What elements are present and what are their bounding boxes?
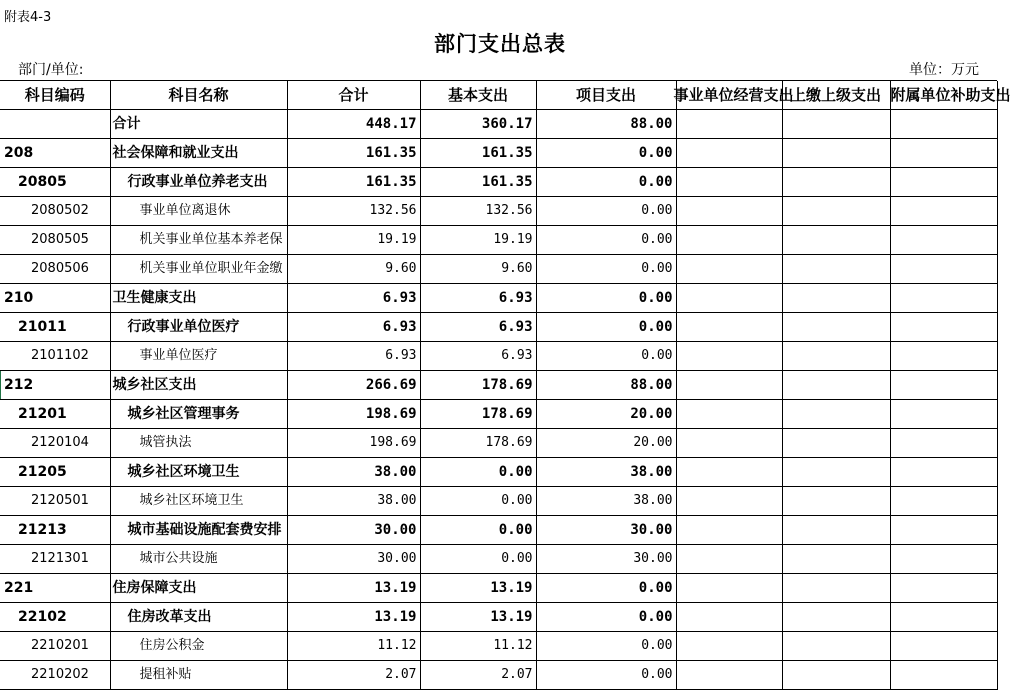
- name-cell[interactable]: 机关事业单位基本养老保: [110, 226, 287, 255]
- code-cell[interactable]: 2080502: [0, 197, 110, 226]
- total-cell[interactable]: 9.60: [287, 255, 420, 284]
- code-cell[interactable]: 212: [0, 371, 110, 400]
- business-cell[interactable]: [676, 168, 782, 197]
- upper-cell[interactable]: [782, 516, 890, 545]
- total-cell[interactable]: 198.69: [287, 429, 420, 458]
- table-row: [0, 110, 997, 139]
- project-cell[interactable]: 0.00: [536, 284, 676, 313]
- table-row: [0, 197, 997, 226]
- code-cell[interactable]: 21201: [0, 400, 110, 429]
- table-row: [0, 632, 997, 661]
- code-cell[interactable]: 21213: [0, 516, 110, 545]
- basic-cell[interactable]: 161.35: [420, 168, 536, 197]
- total-cell[interactable]: 161.35: [287, 168, 420, 197]
- code-cell[interactable]: 210: [0, 284, 110, 313]
- header-cell-name[interactable]: 科目名称: [110, 81, 287, 110]
- basic-cell[interactable]: 13.19: [420, 574, 536, 603]
- basic-cell[interactable]: 0.00: [420, 516, 536, 545]
- project-cell[interactable]: 0.00: [536, 632, 676, 661]
- header-cell-project[interactable]: 项目支出: [536, 81, 676, 110]
- project-cell[interactable]: 20.00: [536, 429, 676, 458]
- project-cell[interactable]: 0.00: [536, 255, 676, 284]
- subsidy-cell[interactable]: [890, 632, 997, 661]
- subsidy-cell[interactable]: [890, 284, 997, 313]
- table-row: [0, 545, 997, 574]
- upper-cell[interactable]: [782, 168, 890, 197]
- project-cell[interactable]: 20.00: [536, 400, 676, 429]
- subsidy-cell[interactable]: [890, 458, 997, 487]
- table-row: [0, 487, 997, 516]
- project-cell[interactable]: 30.00: [536, 516, 676, 545]
- header-cell-upper[interactable]: 上缴上级支出: [782, 81, 890, 110]
- basic-cell[interactable]: 161.35: [420, 139, 536, 168]
- header-cell-basic[interactable]: 基本支出: [420, 81, 536, 110]
- business-cell[interactable]: [676, 458, 782, 487]
- subsidy-cell[interactable]: [890, 661, 997, 690]
- upper-cell[interactable]: [782, 429, 890, 458]
- basic-cell[interactable]: 9.60: [420, 255, 536, 284]
- name-cell[interactable]: 社会保障和就业支出: [110, 139, 287, 168]
- project-cell[interactable]: 0.00: [536, 661, 676, 690]
- upper-cell[interactable]: [782, 255, 890, 284]
- header-cell-total[interactable]: 合计: [287, 81, 420, 110]
- basic-cell[interactable]: 132.56: [420, 197, 536, 226]
- code-cell[interactable]: 20805: [0, 168, 110, 197]
- unit-label: 单位：万元: [909, 62, 979, 78]
- basic-cell[interactable]: 6.93: [420, 342, 536, 371]
- subsidy-cell[interactable]: [890, 110, 997, 139]
- table-row: [0, 371, 997, 400]
- project-cell[interactable]: 0.00: [536, 342, 676, 371]
- upper-cell[interactable]: [782, 371, 890, 400]
- code-cell[interactable]: 2121301: [0, 545, 110, 574]
- header-cell-business[interactable]: 事业单位经营支出: [676, 81, 782, 110]
- basic-cell[interactable]: 2.07: [420, 661, 536, 690]
- subsidy-cell[interactable]: [890, 139, 997, 168]
- table-row: [0, 458, 997, 487]
- code-cell[interactable]: 2101102: [0, 342, 110, 371]
- upper-cell[interactable]: [782, 545, 890, 574]
- basic-cell[interactable]: 6.93: [420, 313, 536, 342]
- upper-cell[interactable]: [782, 226, 890, 255]
- business-cell[interactable]: [676, 313, 782, 342]
- name-cell[interactable]: 住房保障支出: [110, 574, 287, 603]
- project-cell[interactable]: 0.00: [536, 226, 676, 255]
- business-cell[interactable]: [676, 371, 782, 400]
- project-cell[interactable]: 30.00: [536, 545, 676, 574]
- table-row: [0, 516, 997, 545]
- total-cell[interactable]: 30.00: [287, 545, 420, 574]
- upper-cell[interactable]: [782, 487, 890, 516]
- subsidy-cell[interactable]: [890, 168, 997, 197]
- business-cell[interactable]: [676, 516, 782, 545]
- upper-cell[interactable]: [782, 632, 890, 661]
- total-cell[interactable]: 132.56: [287, 197, 420, 226]
- name-cell[interactable]: 城乡社区环境卫生: [110, 458, 287, 487]
- name-cell[interactable]: 机关事业单位职业年金缴: [110, 255, 287, 284]
- total-cell[interactable]: 161.35: [287, 139, 420, 168]
- basic-cell[interactable]: 360.17: [420, 110, 536, 139]
- code-cell[interactable]: 2210201: [0, 632, 110, 661]
- basic-cell[interactable]: 13.19: [420, 603, 536, 632]
- project-cell[interactable]: 88.00: [536, 110, 676, 139]
- upper-cell[interactable]: [782, 458, 890, 487]
- business-cell[interactable]: [676, 255, 782, 284]
- basic-cell[interactable]: 178.69: [420, 371, 536, 400]
- total-cell[interactable]: 6.93: [287, 342, 420, 371]
- business-cell[interactable]: [676, 400, 782, 429]
- project-cell[interactable]: 38.00: [536, 487, 676, 516]
- total-cell[interactable]: 448.17: [287, 110, 420, 139]
- business-cell[interactable]: [676, 603, 782, 632]
- name-cell[interactable]: 城市公共设施: [110, 545, 287, 574]
- project-cell[interactable]: 0.00: [536, 139, 676, 168]
- project-cell[interactable]: 0.00: [536, 313, 676, 342]
- name-cell[interactable]: 城乡社区支出: [110, 371, 287, 400]
- business-cell[interactable]: [676, 226, 782, 255]
- name-cell[interactable]: 住房改革支出: [110, 603, 287, 632]
- business-cell[interactable]: [676, 545, 782, 574]
- project-cell[interactable]: 0.00: [536, 603, 676, 632]
- subsidy-cell[interactable]: [890, 603, 997, 632]
- table-row: [0, 429, 997, 458]
- expenditure-table: [0, 81, 1011, 690]
- business-cell[interactable]: [676, 574, 782, 603]
- name-cell[interactable]: 城市基础设施配套费安排: [110, 516, 287, 545]
- code-cell[interactable]: 22102: [0, 603, 110, 632]
- code-cell[interactable]: 2120501: [0, 487, 110, 516]
- name-cell[interactable]: 住房公积金: [110, 632, 287, 661]
- table-row: [0, 284, 997, 313]
- subsidy-cell[interactable]: [890, 429, 997, 458]
- basic-cell[interactable]: 0.00: [420, 545, 536, 574]
- code-cell[interactable]: 21011: [0, 313, 110, 342]
- subsidy-cell[interactable]: [890, 516, 997, 545]
- subsidy-cell[interactable]: [890, 545, 997, 574]
- upper-cell[interactable]: [782, 139, 890, 168]
- code-cell[interactable]: 21205: [0, 458, 110, 487]
- total-cell[interactable]: 38.00: [287, 487, 420, 516]
- business-cell[interactable]: [676, 429, 782, 458]
- business-cell[interactable]: [676, 110, 782, 139]
- dept-label: 部门/单位:: [18, 62, 84, 78]
- upper-cell[interactable]: [782, 400, 890, 429]
- subsidy-cell[interactable]: [890, 574, 997, 603]
- business-cell[interactable]: [676, 139, 782, 168]
- upper-cell[interactable]: [782, 110, 890, 139]
- basic-cell[interactable]: 11.12: [420, 632, 536, 661]
- upper-cell[interactable]: [782, 284, 890, 313]
- business-cell[interactable]: [676, 632, 782, 661]
- total-cell[interactable]: 38.00: [287, 458, 420, 487]
- subsidy-cell[interactable]: [890, 371, 997, 400]
- table-row: [0, 400, 997, 429]
- upper-cell[interactable]: [782, 661, 890, 690]
- basic-cell[interactable]: 6.93: [420, 284, 536, 313]
- table-row: [0, 313, 997, 342]
- code-cell[interactable]: 208: [0, 139, 110, 168]
- table-row: [0, 603, 997, 632]
- project-cell[interactable]: 0.00: [536, 168, 676, 197]
- project-cell[interactable]: 88.00: [536, 371, 676, 400]
- total-cell[interactable]: 13.19: [287, 574, 420, 603]
- table-row: [0, 574, 997, 603]
- upper-cell[interactable]: [782, 603, 890, 632]
- header-cell-code[interactable]: 科目编码: [0, 81, 110, 110]
- total-cell[interactable]: 6.93: [287, 313, 420, 342]
- business-cell[interactable]: [676, 197, 782, 226]
- upper-cell[interactable]: [782, 313, 890, 342]
- header-cell-subsidy[interactable]: 附属单位补助支出: [890, 81, 997, 110]
- name-cell[interactable]: 城乡社区管理事务: [110, 400, 287, 429]
- table-row: [0, 226, 997, 255]
- code-cell[interactable]: [0, 110, 110, 139]
- table-row: [0, 139, 997, 168]
- basic-cell[interactable]: 178.69: [420, 429, 536, 458]
- name-cell[interactable]: 城乡社区环境卫生: [110, 487, 287, 516]
- project-cell[interactable]: 0.00: [536, 574, 676, 603]
- project-cell[interactable]: 0.00: [536, 197, 676, 226]
- table-row: [0, 661, 997, 690]
- project-cell[interactable]: 38.00: [536, 458, 676, 487]
- subsidy-cell[interactable]: [890, 197, 997, 226]
- upper-cell[interactable]: [782, 342, 890, 371]
- subsidy-cell[interactable]: [890, 400, 997, 429]
- basic-cell[interactable]: 19.19: [420, 226, 536, 255]
- total-cell[interactable]: 11.12: [287, 632, 420, 661]
- name-cell[interactable]: 城管执法: [110, 429, 287, 458]
- name-cell[interactable]: 卫生健康支出: [110, 284, 287, 313]
- basic-cell[interactable]: 178.69: [420, 400, 536, 429]
- subsidy-cell[interactable]: [890, 313, 997, 342]
- name-cell[interactable]: 事业单位离退休: [110, 197, 287, 226]
- subsidy-cell[interactable]: [890, 487, 997, 516]
- total-cell[interactable]: 266.69: [287, 371, 420, 400]
- table-row: [0, 168, 997, 197]
- total-cell[interactable]: 13.19: [287, 603, 420, 632]
- basic-cell[interactable]: 0.00: [420, 458, 536, 487]
- table-row: [0, 255, 997, 284]
- header-row: [0, 81, 997, 110]
- subsidy-cell[interactable]: [890, 255, 997, 284]
- code-cell[interactable]: 2120104: [0, 429, 110, 458]
- code-cell[interactable]: 2080506: [0, 255, 110, 284]
- code-cell[interactable]: 221: [0, 574, 110, 603]
- name-cell[interactable]: 行政事业单位医疗: [110, 313, 287, 342]
- total-cell[interactable]: 2.07: [287, 661, 420, 690]
- page-title: 部门支出总表: [434, 32, 566, 56]
- name-cell[interactable]: 合计: [110, 110, 287, 139]
- total-cell[interactable]: 198.69: [287, 400, 420, 429]
- business-cell[interactable]: [676, 661, 782, 690]
- sheet-label: 附表4-3: [4, 10, 52, 25]
- business-cell[interactable]: [676, 342, 782, 371]
- subsidy-cell[interactable]: [890, 226, 997, 255]
- table-body: [0, 110, 997, 690]
- name-cell[interactable]: 提租补贴: [110, 661, 287, 690]
- code-cell[interactable]: 2080505: [0, 226, 110, 255]
- table-row: [0, 342, 997, 371]
- subsidy-cell[interactable]: [890, 342, 997, 371]
- name-cell[interactable]: 事业单位医疗: [110, 342, 287, 371]
- business-cell[interactable]: [676, 284, 782, 313]
- total-cell[interactable]: 30.00: [287, 516, 420, 545]
- basic-cell[interactable]: 0.00: [420, 487, 536, 516]
- business-cell[interactable]: [676, 487, 782, 516]
- upper-cell[interactable]: [782, 574, 890, 603]
- name-cell[interactable]: 行政事业单位养老支出: [110, 168, 287, 197]
- total-cell[interactable]: 19.19: [287, 226, 420, 255]
- upper-cell[interactable]: [782, 197, 890, 226]
- total-cell[interactable]: 6.93: [287, 284, 420, 313]
- code-cell[interactable]: 2210202: [0, 661, 110, 690]
